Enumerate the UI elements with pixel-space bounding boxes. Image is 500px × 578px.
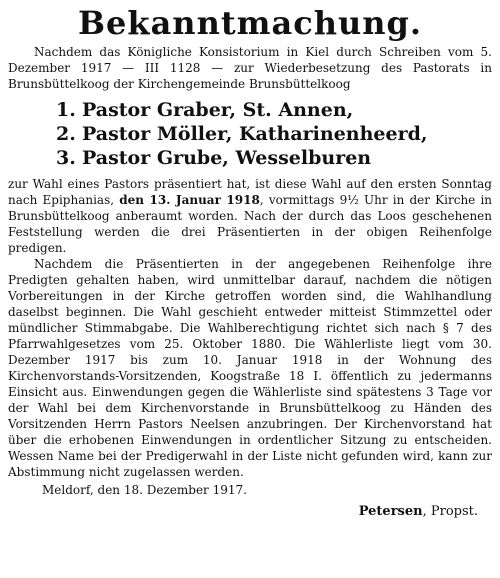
candidate-number: 2. (56, 123, 76, 145)
announcement-footer (8, 482, 492, 526)
candidate-name: Pastor Graber, St. Annen, (82, 99, 354, 121)
signature-title: , Propst. (422, 504, 478, 519)
signature (359, 504, 478, 520)
candidate-item (56, 122, 492, 146)
announcement-title: Bekanntmachung. (77, 4, 422, 42)
procedure-paragraph: Nachdem die Präsentierten in der angegebenen Reihenfolge ihre Predigten gehalten haben, wird unmittelbar darauf, nachdem die nötigen Vorbereitungen in der Kirche getroffen worden sind, die Wahlhandlung daselbst beginnen. Die Wahl geschieht entweder mitteist Stimmzettel oder mündlicher Stimmabgabe. Die Wahlberechtigung richtet sich nach § 7 des Pfarrwahlgesetzes vom 25. Oktober 1880. Die Wählerliste liegt vom 30. Dezember 1917 bis zum 10. Januar 1918 in der Wohnung des Kirchenvorstands-Vorsitzenden, Koogstraße 18 I. öffentlich zu jedermanns Einsicht aus. Einwendungen gegen die Wählerliste sind spätestens 3 Tage vor der Wahl bei dem Kirchenvorstande in Brunsbüttelkoog zu Händen des Vorsitzenden Herrn Pastors Neelsen anzubringen. Der Kirchenvorstand hat über die erhobenen Einwendungen in ordentlicher Sitzung zu entscheiden. Wessen Name bei der Predigerwahl in der Liste nicht gefunden wird, kann zur Abstimmung nicht zugelassen werden. (8, 257, 492, 479)
election-text-start: zur Wahl eines Pastors präsentiert hat, ist diese Wahl auf den ersten Sonntag nach Epiphanias, (8, 177, 492, 207)
candidate-name: Pastor Möller, Katharinenheerd, (82, 123, 428, 145)
candidate-item (56, 146, 492, 170)
signature-name: Petersen (358, 504, 423, 519)
candidate-list (56, 98, 492, 170)
place-and-date: Meldorf, den 18. Dezember 1917. (42, 483, 247, 497)
election-paragraph (8, 176, 492, 256)
candidate-number: 1. (56, 99, 76, 121)
candidate-number: 3. (56, 147, 76, 169)
candidate-name: Pastor Grube, Wesselburen (82, 147, 372, 169)
election-date: den 13. Januar 1918 (119, 193, 260, 207)
candidate-item (56, 98, 492, 122)
intro-paragraph: Nachdem das Königliche Konsistorium in Kiel durch Schreiben vom 5. Dezember 1917 — III 1128 — zur Wiederbesetzung des Pastorats in Brunsbüttelkoog der Kirchengemeinde Brunsbüttelkoog (8, 45, 492, 91)
election-text-end: , vormittags 9½ Uhr in der Kirche in Brunsbüttelkoog anberaumt worden. Nach der durch das Loos geschehenen Feststellung werden die drei Präsentierten in der obigen Reihenfolge predigen. (8, 193, 493, 255)
